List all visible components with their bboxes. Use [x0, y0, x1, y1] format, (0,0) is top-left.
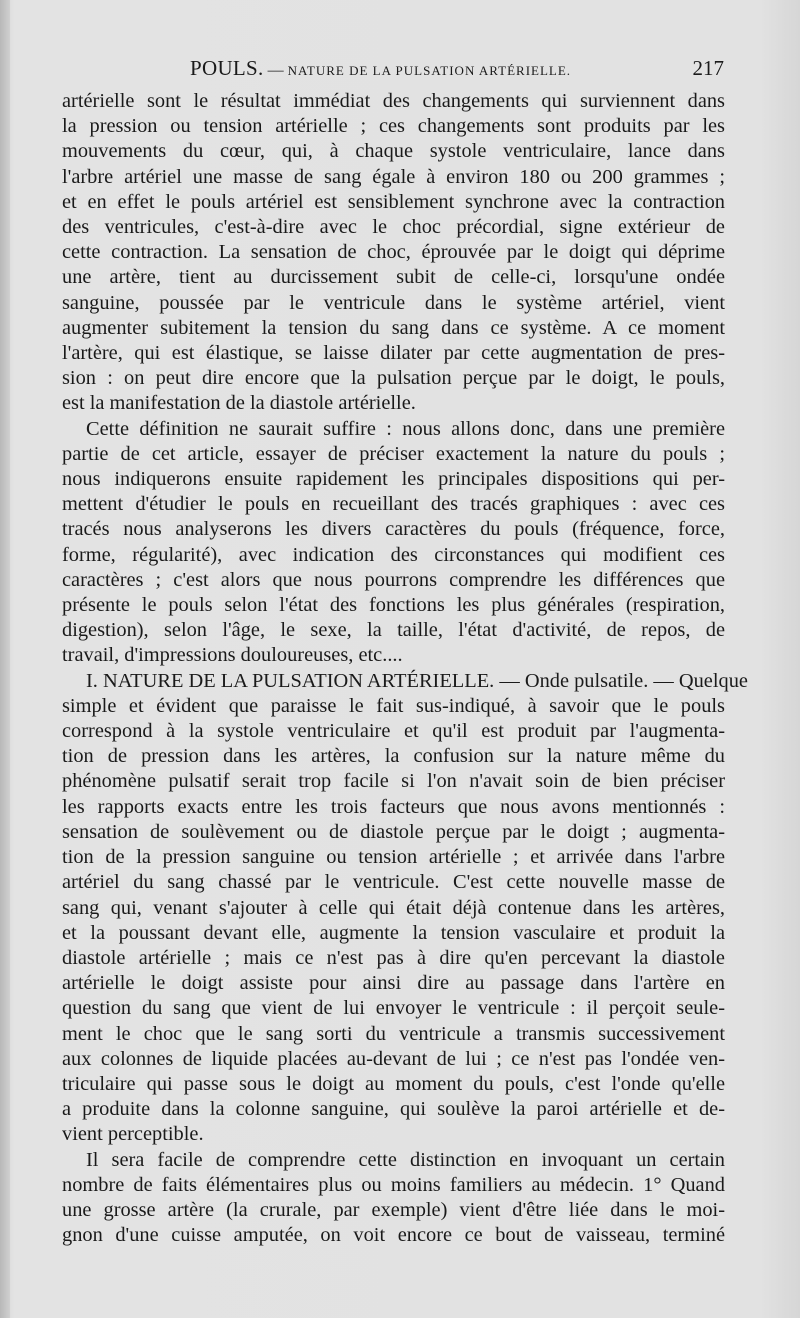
text-line: tion de la pression sanguine ou tension artérielle ; et arrivée dans l'arbre — [62, 846, 725, 869]
text-line: et la poussant devant elle, augmente la tension vasculaire et produit la — [62, 921, 725, 944]
text-line: est la manifestation de la diastole artérielle. — [62, 392, 416, 415]
paragraph-4 — [62, 1148, 725, 1249]
text-line: l'arbre artériel une masse de sang égale à environ 180 ou 200 grammes ; — [62, 165, 725, 188]
text-line: artériel du sang chassé par le ventricule. C'est cette nouvelle masse de — [62, 871, 725, 894]
page-binding-edge — [0, 0, 10, 1318]
paragraph-2 — [62, 417, 725, 669]
running-title — [62, 56, 571, 81]
text-line: nombre de faits élémentaires plus ou moins familiers au médecin. 1° Quand — [62, 1173, 725, 1196]
paragraph-3 — [62, 669, 748, 1148]
text-line: artérielle sont le résultat immédiat des changements qui surviennent dans — [62, 90, 725, 112]
text-line: Il sera facile de comprendre cette distinction en invoquant un certain — [86, 1148, 725, 1171]
text-line: a produite dans la colonne sanguine, qui soulève la paroi artérielle et de- — [62, 1098, 725, 1121]
text-line: la pression ou tension artérielle ; ces changements sont produits par les — [62, 115, 725, 138]
text-line: et en effet le pouls artériel est sensiblement synchrone avec la contraction — [62, 190, 725, 213]
paragraph-1 — [62, 89, 725, 417]
text-line: mettent d'étudier le pouls en recueillant des tracés graphiques : avec ces — [62, 493, 725, 516]
text-line: une artère, tient au durcissement subit de celle-ci, lorsqu'une ondée — [62, 266, 725, 289]
section-heading-line: I. NATURE DE LA PULSATION ARTÉRIELLE. — Onde pulsatile. — Quelque — [86, 669, 748, 692]
text-line: tracés nous analyserons les divers caractères du pouls (fréquence, force, — [62, 518, 725, 541]
running-title-main: POULS. — [190, 56, 264, 80]
text-line: nous indiquerons ensuite rapidement les principales dispositions qui per- — [62, 468, 725, 491]
text-line: des ventricules, c'est-à-dire avec le choc précordial, signe extérieur de — [62, 216, 725, 239]
text-line: l'artère, qui est élastique, se laisse dilater par cette augmentation de pres- — [62, 342, 725, 365]
text-line: présente le pouls selon l'état des fonctions les plus générales (respiration, — [62, 594, 725, 617]
text-line: partie de cet article, essayer de préciser exactement la nature du pouls ; — [62, 442, 725, 465]
text-line: simple et évident que paraisse le fait sus-indiqué, à savoir que le pouls — [62, 694, 725, 717]
text-line: sanguine, poussée par le ventricule dans le système artériel, vient — [62, 291, 725, 314]
running-title-subtitle: NATURE DE LA PULSATION ARTÉRIELLE. — [287, 63, 572, 78]
text-line: vient perceptible. — [62, 1123, 204, 1146]
text-line: digestion), selon l'âge, le sexe, la taille, l'état d'activité, de repos, de — [62, 619, 725, 642]
text-line: une grosse artère (la crurale, par exemple) vient d'être liée dans le moi- — [62, 1198, 725, 1221]
text-line: travail, d'impressions douloureuses, etc.... — [62, 644, 403, 667]
text-line: sensation de soulèvement ou de diastole perçue par le doigt ; augmenta- — [62, 820, 725, 843]
text-line: Cette définition ne saurait suffire : nous allons donc, dans une première — [86, 417, 725, 440]
text-line: artérielle le doigt assiste pour ainsi dire au passage dans l'artère en — [62, 972, 725, 995]
text-line: triculaire qui passe sous le doigt au moment du pouls, c'est l'onde qu'elle — [62, 1072, 725, 1095]
text-line: phénomène pulsatif serait trop facile si l'on n'avait soin de bien préciser — [62, 770, 725, 793]
text-line: ment le choc que le sang sorti du ventricule a transmis successivement — [62, 1022, 725, 1045]
text-line: question du sang que vient de lui envoyer le ventricule : il perçoit seule- — [62, 997, 725, 1020]
text-line: les rapports exacts entre les trois facteurs que nous avons mentionnés : — [62, 795, 725, 818]
body-text — [62, 89, 748, 1248]
text-line: cette contraction. La sensation de choc, éprouvée par le doigt qui déprime — [62, 241, 725, 264]
text-line: sion : on peut dire encore que la pulsation perçue par le doigt, le pouls, — [62, 367, 725, 390]
text-line: caractères ; c'est alors que nous pourrons comprendre les différences que — [62, 568, 725, 591]
text-line: tion de pression dans les artères, la confusion sur la nature même du — [62, 745, 725, 768]
text-line: correspond à la systole ventriculaire et qu'il est produit par l'augmenta- — [62, 720, 725, 743]
text-line: aux colonnes de liquide placées au-devant de lui ; ce n'est pas l'ondée ven- — [62, 1047, 725, 1070]
text-line: mouvements du cœur, qui, à chaque systole ventriculaire, lance dans — [62, 140, 725, 163]
running-title-dash: — — [263, 62, 288, 79]
text-line: diastole artérielle ; mais ce n'est pas à dire qu'en percevant la diastole — [62, 946, 725, 969]
text-line: forme, régularité), avec indication des circonstances qui modifient ces — [62, 543, 725, 566]
text-line: sang qui, venant s'ajouter à celle qui était déjà contenue dans les artères, — [62, 896, 725, 919]
text-line: gnon d'une cuisse amputée, on voit encore ce bout de vaisseau, terminé — [62, 1224, 725, 1247]
running-header — [62, 56, 724, 86]
page-number: 217 — [692, 56, 724, 80]
text-line: augmenter subitement la tension du sang dans ce système. A ce moment — [62, 316, 725, 339]
